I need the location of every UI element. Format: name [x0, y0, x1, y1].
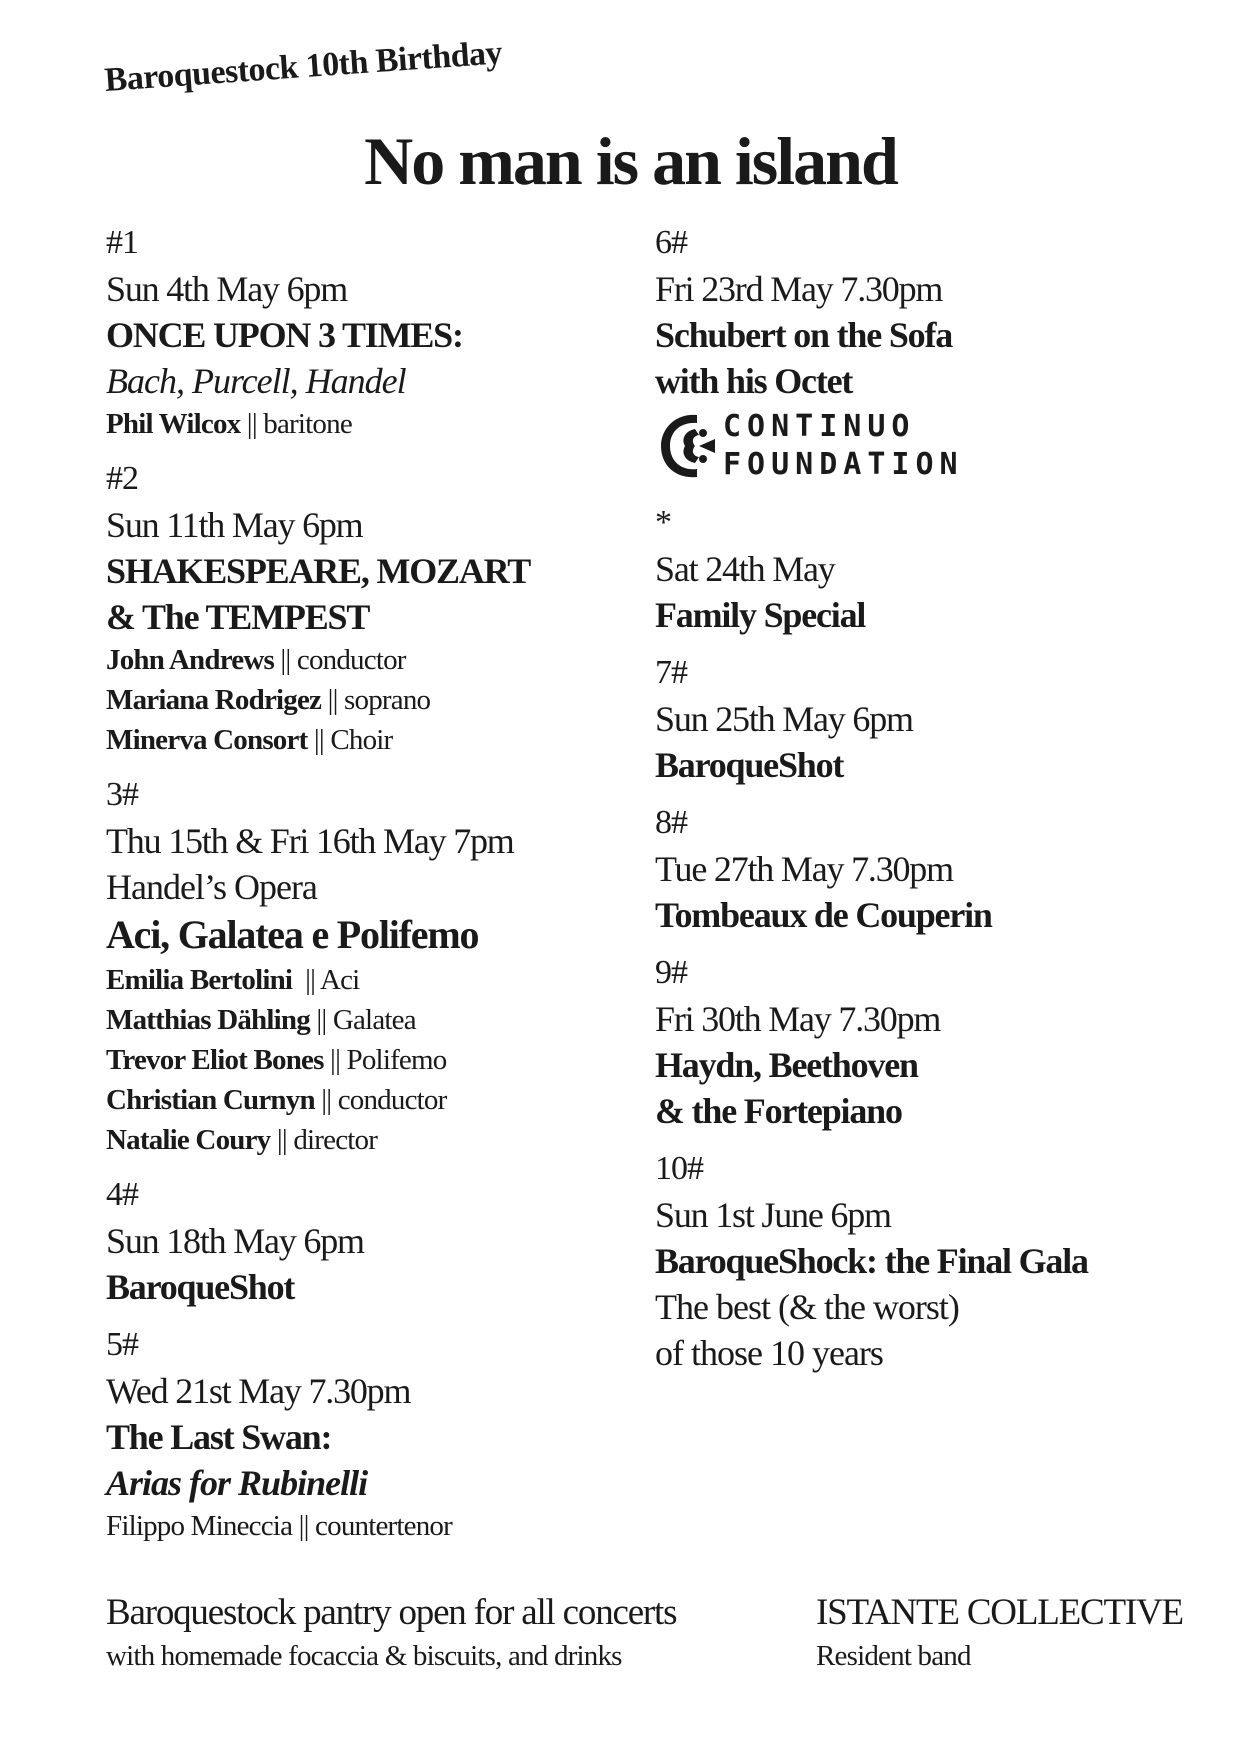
event-title: ONCE UPON 3 TIMES: [106, 315, 463, 355]
event-title: & The TEMPEST [106, 597, 370, 637]
event-number: 4# [106, 1176, 138, 1213]
event-7 [655, 650, 1215, 788]
event-date: Fri 30th May 7.30pm [655, 999, 941, 1039]
performer-credit: Natalie Coury || director [106, 1124, 378, 1156]
event-number: #2 [106, 460, 138, 497]
event-4 [106, 1172, 666, 1310]
page-title: No man is an island [364, 123, 897, 199]
event-title: Tombeaux de Couperin [655, 895, 992, 935]
event-number: 9# [655, 954, 687, 991]
pantry-note [106, 1590, 676, 1676]
pantry-heading: Baroquestock pantry open for all concerts [106, 1592, 677, 1633]
event-number: * [655, 504, 671, 541]
performer-credit: Minerva Consort || Choir [106, 724, 393, 756]
event-subtitle: Arias for Rubinelli [106, 1463, 368, 1503]
performer-credit: Christian Curnyn || conductor [106, 1084, 447, 1116]
continuo-foundation-logo [655, 408, 1215, 484]
event-6 [655, 220, 1215, 484]
event-date: Thu 15th & Fri 16th May 7pm [106, 821, 514, 861]
event-subtitle: Bach, Purcell, Handel [106, 361, 406, 401]
event-date: Sun 18th May 6pm [106, 1221, 364, 1261]
performer-credit: Phil Wilcox || baritone [106, 408, 352, 440]
event-title: with his Octet [655, 361, 853, 401]
event-title: BaroqueShot [655, 745, 844, 785]
event-date: Sun 1st June 6pm [655, 1195, 891, 1235]
event-date: Sun 4th May 6pm [106, 269, 348, 309]
pantry-subtext: with homemade focaccia & biscuits, and drinks [106, 1640, 622, 1672]
event-title: Schubert on the Sofa [655, 315, 953, 355]
event-1 [106, 220, 666, 444]
event-title: BaroqueShock: the Final Gala [655, 1241, 1088, 1281]
event-title: The Last Swan: [106, 1417, 332, 1457]
event-number: 5# [106, 1326, 138, 1363]
performer-credit: Mariana Rodrigez || soprano [106, 684, 431, 716]
event-2 [106, 456, 666, 760]
continuo-logo-icon [655, 409, 719, 483]
event-date: Sat 24th May [655, 549, 835, 589]
event-subtitle: of those 10 years [655, 1333, 883, 1373]
event-8 [655, 800, 1215, 938]
event-title: Family Special [655, 595, 866, 635]
event-title: SHAKESPEARE, MOZART [106, 551, 531, 591]
event-number: 6# [655, 224, 687, 261]
event-title: Haydn, Beethoven [655, 1045, 918, 1085]
event-9 [655, 950, 1215, 1134]
logo-line: CONTINUO [723, 409, 916, 444]
event-date: Tue 27th May 7.30pm [655, 849, 953, 889]
event-number: 10# [655, 1150, 703, 1187]
event-number: #1 [106, 224, 138, 261]
event-title: BaroqueShot [106, 1267, 295, 1307]
event-10 [655, 1146, 1215, 1376]
performer-credit: Filippo Mineccia || countertenor [106, 1510, 452, 1542]
left-column [106, 220, 666, 1558]
tagline: Baroquestock 10th Birthday [103, 34, 504, 100]
event-date: Sun 11th May 6pm [106, 505, 363, 545]
performer-credit: Emilia Bertolini || Aci [106, 964, 360, 996]
band-role: Resident band [816, 1640, 971, 1672]
performer-credit: Matthias Dähling || Galatea [106, 1004, 416, 1036]
logo-line: FOUNDATION [723, 447, 964, 482]
event-number: 8# [655, 804, 687, 841]
event-title: Aci, Galatea e Polifemo [106, 912, 479, 957]
event-subtitle: Handel’s Opera [106, 867, 317, 907]
event-5 [106, 1322, 666, 1546]
event-number: 7# [655, 654, 687, 691]
event-number: 3# [106, 776, 138, 813]
event-date: Fri 23rd May 7.30pm [655, 269, 943, 309]
performer-credit: John Andrews || conductor [106, 644, 406, 676]
right-column [655, 220, 1215, 1388]
performer-credit: Trevor Eliot Bones || Polifemo [106, 1044, 447, 1076]
event-date: Wed 21st May 7.30pm [106, 1371, 411, 1411]
event-family-special [655, 500, 1215, 638]
resident-band [816, 1590, 1183, 1676]
event-date: Sun 25th May 6pm [655, 699, 913, 739]
event-title: & the Fortepiano [655, 1091, 902, 1131]
event-subtitle: The best (& the worst) [655, 1287, 959, 1327]
band-name: ISTANTE COLLECTIVE [816, 1592, 1183, 1633]
event-3 [106, 772, 666, 1160]
